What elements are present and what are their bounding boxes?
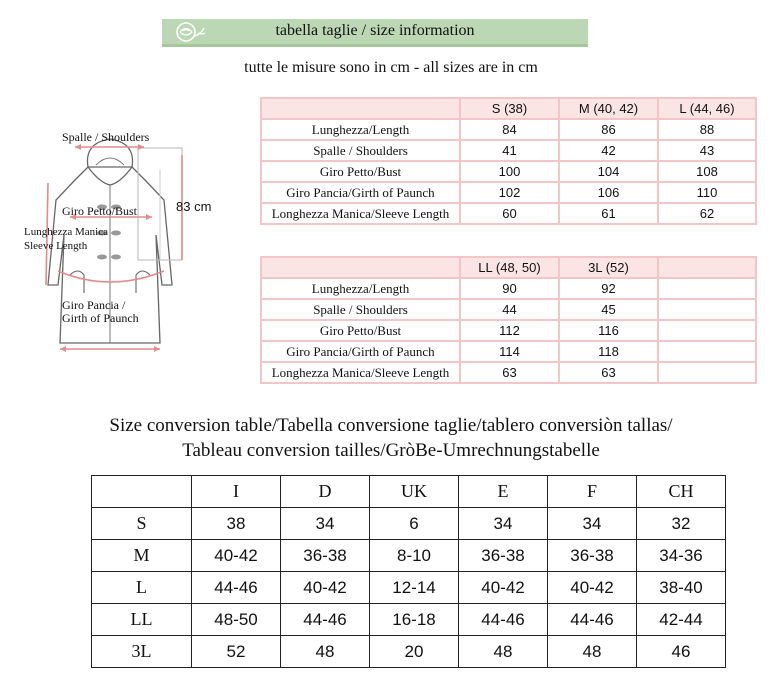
table-header-row — [92, 476, 726, 508]
table-header-cell: F — [548, 476, 637, 508]
table-header-cell — [261, 98, 460, 119]
table-cell: 61 — [559, 203, 658, 224]
table-row — [261, 161, 756, 182]
sketch-label-paunch: Giro Pancia / — [62, 298, 126, 312]
table-cell: 52 — [192, 636, 281, 668]
sketch-label-bust: Giro Petto/Bust — [62, 204, 138, 218]
table-row — [92, 508, 726, 540]
table-row — [261, 182, 756, 203]
table-cell: 36-38 — [459, 540, 548, 572]
table-row — [261, 278, 756, 299]
table-cell: 20 — [370, 636, 459, 668]
table-cell: 34 — [281, 508, 370, 540]
table-cell: 104 — [559, 161, 658, 182]
row-label: S — [92, 508, 192, 540]
table-header-cell — [92, 476, 192, 508]
table-row — [92, 636, 726, 668]
table-cell: 48-50 — [192, 604, 281, 636]
row-label: Giro Pancia/Girth of Paunch — [261, 182, 460, 203]
table-row — [261, 320, 756, 341]
table-cell: 88 — [658, 119, 756, 140]
table-cell: 42-44 — [637, 604, 726, 636]
table-cell — [658, 299, 756, 320]
banner-title: tabella taglie / size information — [275, 22, 475, 39]
table-cell: 110 — [658, 182, 756, 203]
table-cell: 44-46 — [548, 604, 637, 636]
table-row — [261, 140, 756, 161]
row-label: Giro Petto/Bust — [261, 320, 460, 341]
table-cell: 48 — [459, 636, 548, 668]
sketch-label-sleeve: Lunghezza Manica — [24, 226, 108, 238]
table-cell: 100 — [460, 161, 559, 182]
table-cell: 40-42 — [281, 572, 370, 604]
table-header-cell: L (44, 46) — [658, 98, 756, 119]
table-cell: 48 — [281, 636, 370, 668]
table-cell: 108 — [658, 161, 756, 182]
table-header-cell: CH — [637, 476, 726, 508]
table-cell: 90 — [460, 278, 559, 299]
table-cell: 112 — [460, 320, 559, 341]
table-row — [261, 362, 756, 383]
table-cell: 40-42 — [548, 572, 637, 604]
table-cell: 46 — [637, 636, 726, 668]
table-header-cell: S (38) — [460, 98, 559, 119]
sketch-label-sleeve-en: Sleeve Length — [24, 240, 88, 252]
table-header-row — [261, 98, 756, 119]
table-cell: 36-38 — [548, 540, 637, 572]
row-label: LL — [92, 604, 192, 636]
sketch-label-shoulders: Spalle / Shoulders — [62, 130, 150, 144]
table-cell: 60 — [460, 203, 559, 224]
table-row — [92, 604, 726, 636]
row-label: 3L — [92, 636, 192, 668]
row-label: Spalle / Shoulders — [261, 140, 460, 161]
conversion-title-line2: Tableau conversion tailles/GròBe-Umrechnungstabelle — [182, 440, 600, 461]
table-cell: 84 — [460, 119, 559, 140]
row-label: Longhezza Manica/Sleeve Length — [261, 203, 460, 224]
table-header-cell: D — [281, 476, 370, 508]
table-cell: 43 — [658, 140, 756, 161]
row-label: Spalle / Shoulders — [261, 299, 460, 320]
row-label: Giro Pancia/Girth of Paunch — [261, 341, 460, 362]
table-cell: 44 — [460, 299, 559, 320]
table-header-cell: 3L (52) — [559, 257, 658, 278]
table-cell: 44-46 — [281, 604, 370, 636]
table-cell: 34-36 — [637, 540, 726, 572]
sketch-label-length: 83 cm — [176, 199, 212, 214]
units-note: tutte le misure sono in cm - all sizes are in cm — [244, 59, 538, 76]
title-banner — [162, 19, 588, 47]
row-label: L — [92, 572, 192, 604]
table-header-cell: I — [192, 476, 281, 508]
row-label: Longhezza Manica/Sleeve Length — [261, 362, 460, 383]
table-cell: 40-42 — [192, 540, 281, 572]
table-row — [261, 299, 756, 320]
sketch-label-paunch-en: Girth of Paunch — [62, 311, 139, 325]
row-label: Giro Petto/Bust — [261, 161, 460, 182]
table-cell: 8-10 — [370, 540, 459, 572]
size-table-1 — [260, 97, 757, 225]
table-row — [261, 341, 756, 362]
table-cell: 44-46 — [459, 604, 548, 636]
table-header-cell: UK — [370, 476, 459, 508]
table-cell: 118 — [559, 341, 658, 362]
table-cell: 48 — [548, 636, 637, 668]
table-row — [261, 203, 756, 224]
table-cell: 6 — [370, 508, 459, 540]
table-row — [261, 119, 756, 140]
table-header-row — [261, 257, 756, 278]
size-conversion-table — [91, 475, 726, 668]
table-cell: 42 — [559, 140, 658, 161]
table-cell: 102 — [460, 182, 559, 203]
table-cell: 38 — [192, 508, 281, 540]
table-header-cell: E — [459, 476, 548, 508]
table-cell: 62 — [658, 203, 756, 224]
conversion-title-line1: Size conversion table/Tabella conversione taglie/tablero conversiòn tallas/ — [109, 415, 673, 436]
table-cell — [658, 320, 756, 341]
table-cell: 36-38 — [281, 540, 370, 572]
table-cell: 116 — [559, 320, 658, 341]
table-cell: 63 — [559, 362, 658, 383]
table-row — [92, 540, 726, 572]
table-cell — [658, 341, 756, 362]
table-header-cell — [261, 257, 460, 278]
table-cell: 63 — [460, 362, 559, 383]
coat-diagram — [20, 125, 250, 360]
row-label: Lunghezza/Length — [261, 278, 460, 299]
row-label: M — [92, 540, 192, 572]
table-header-cell: M (40, 42) — [559, 98, 658, 119]
table-cell: 44-46 — [192, 572, 281, 604]
table-cell: 12-14 — [370, 572, 459, 604]
table-cell: 34 — [459, 508, 548, 540]
size-table-2 — [260, 256, 757, 384]
table-header-cell — [658, 257, 756, 278]
table-cell: 38-40 — [637, 572, 726, 604]
table-cell: 92 — [559, 278, 658, 299]
row-label: Lunghezza/Length — [261, 119, 460, 140]
table-row — [92, 572, 726, 604]
table-cell: 106 — [559, 182, 658, 203]
table-cell: 114 — [460, 341, 559, 362]
table-header-cell: LL (48, 50) — [460, 257, 559, 278]
table-cell — [658, 362, 756, 383]
table-cell: 86 — [559, 119, 658, 140]
table-cell: 45 — [559, 299, 658, 320]
table-cell — [658, 278, 756, 299]
table-cell: 41 — [460, 140, 559, 161]
table-cell: 34 — [548, 508, 637, 540]
table-cell: 16-18 — [370, 604, 459, 636]
table-cell: 40-42 — [459, 572, 548, 604]
table-cell: 32 — [637, 508, 726, 540]
